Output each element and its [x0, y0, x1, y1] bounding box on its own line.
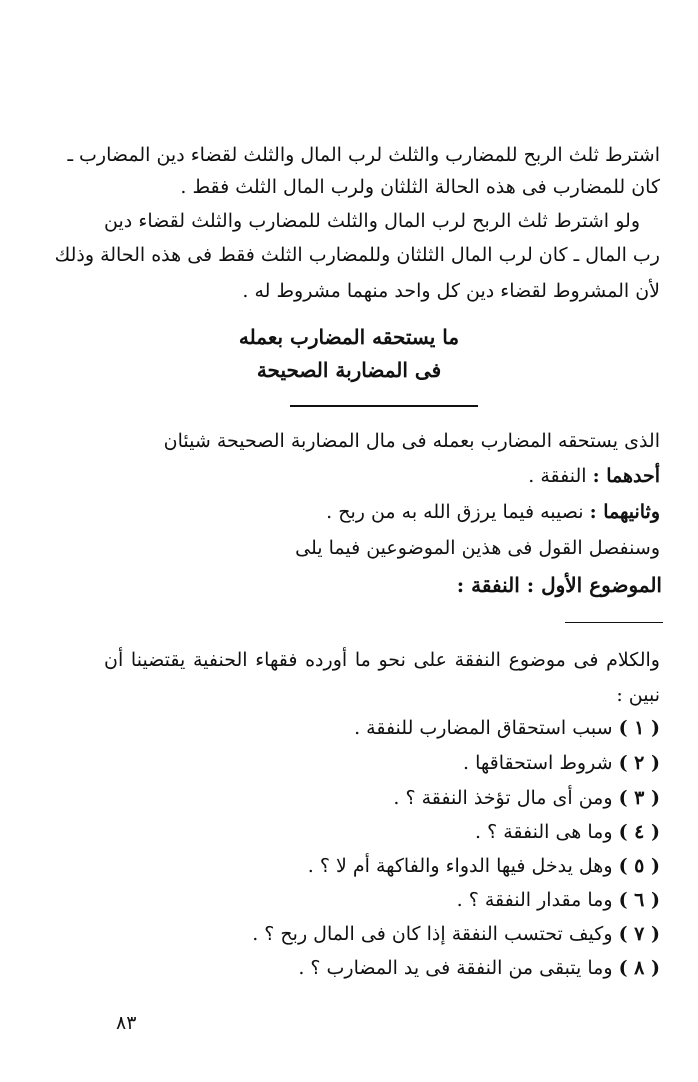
paragraph3-line2: نبين : [616, 684, 660, 706]
item-text: ومن أى مال تؤخذ النفقة ؟ . [393, 787, 613, 809]
first-thing-label: أحدهما : [592, 465, 660, 487]
list-item [393, 783, 660, 813]
item-number: ( ٥ ) [618, 855, 660, 877]
page-number: ٨٣ [116, 1012, 137, 1034]
paragraph1-line1: اشترط ثلث الربح للمضارب والثلث لرب المال والثلث لقضاء دين المضارب ـ [67, 144, 660, 166]
list-item [308, 851, 660, 881]
list-item [298, 953, 660, 983]
topic-divider [565, 622, 663, 623]
item-text: وما هى النفقة ؟ . [475, 821, 613, 843]
second-thing-line [326, 497, 660, 527]
paragraph2-line2: رب المال ـ كان لرب المال الثلثان وللمضارب الثلث فقط فى هذه الحالة وذلك [54, 244, 660, 266]
topic-title: الموضوع الأول : النفقة : [456, 573, 662, 597]
paragraph1-line2: كان للمضارب فى هذه الحالة الثلثان ولرب المال الثلث فقط . [180, 176, 660, 198]
list-item [463, 748, 660, 778]
list-item [475, 817, 660, 847]
section-heading-line2: فى المضاربة الصحيحة [256, 358, 442, 382]
item-number: ( ٣ ) [618, 787, 660, 809]
item-number: ( ٧ ) [618, 923, 660, 945]
second-thing-label: وثانيهما : [589, 501, 660, 523]
section-heading-line1: ما يستحقه المضارب بعمله [238, 325, 460, 349]
detail-line: وسنفصل القول فى هذين الموضوعين فيما يلى [295, 537, 660, 559]
item-number: ( ٨ ) [618, 957, 660, 979]
item-text: وما يتبقى من النفقة فى يد المضارب ؟ . [298, 957, 613, 979]
list-item [252, 919, 660, 949]
item-number: ( ٦ ) [618, 889, 660, 911]
list-item [354, 713, 660, 743]
first-thing-text: النفقة . [528, 465, 587, 487]
second-thing-text: نصيبه فيما يرزق الله به من ربح . [326, 501, 584, 523]
item-number: ( ٤ ) [618, 821, 660, 843]
item-text: وما مقدار النفقة ؟ . [456, 889, 613, 911]
paragraph2-line3: لأن المشروط لقضاء دين كل واحد منهما مشروط له . [242, 280, 660, 302]
item-number: ( ٢ ) [618, 752, 660, 774]
item-text: شروط استحقاقها . [463, 752, 613, 774]
first-thing-line [528, 461, 660, 491]
item-number: ( ١ ) [618, 717, 660, 739]
heading-divider [290, 405, 478, 407]
paragraph3-line1: والكلام فى موضوع النفقة على نحو ما أورده فقهاء الحنفية يقتضينا أن [104, 649, 660, 671]
item-text: وكيف تحتسب النفقة إذا كان فى المال ربح ؟ . [252, 923, 613, 945]
item-text: وهل يدخل فيها الدواء والفاكهة أم لا ؟ . [307, 855, 613, 877]
list-item [457, 885, 660, 915]
paragraph2-line1: ولو اشترط ثلث الربح لرب المال والثلث للمضارب والثلث لقضاء دين [104, 210, 640, 232]
section-intro: الذى يستحقه المضارب بعمله فى مال المضاربة الصحيحة شيئان [163, 430, 660, 452]
item-text: سبب استحقاق المضارب للنفقة . [354, 717, 613, 739]
